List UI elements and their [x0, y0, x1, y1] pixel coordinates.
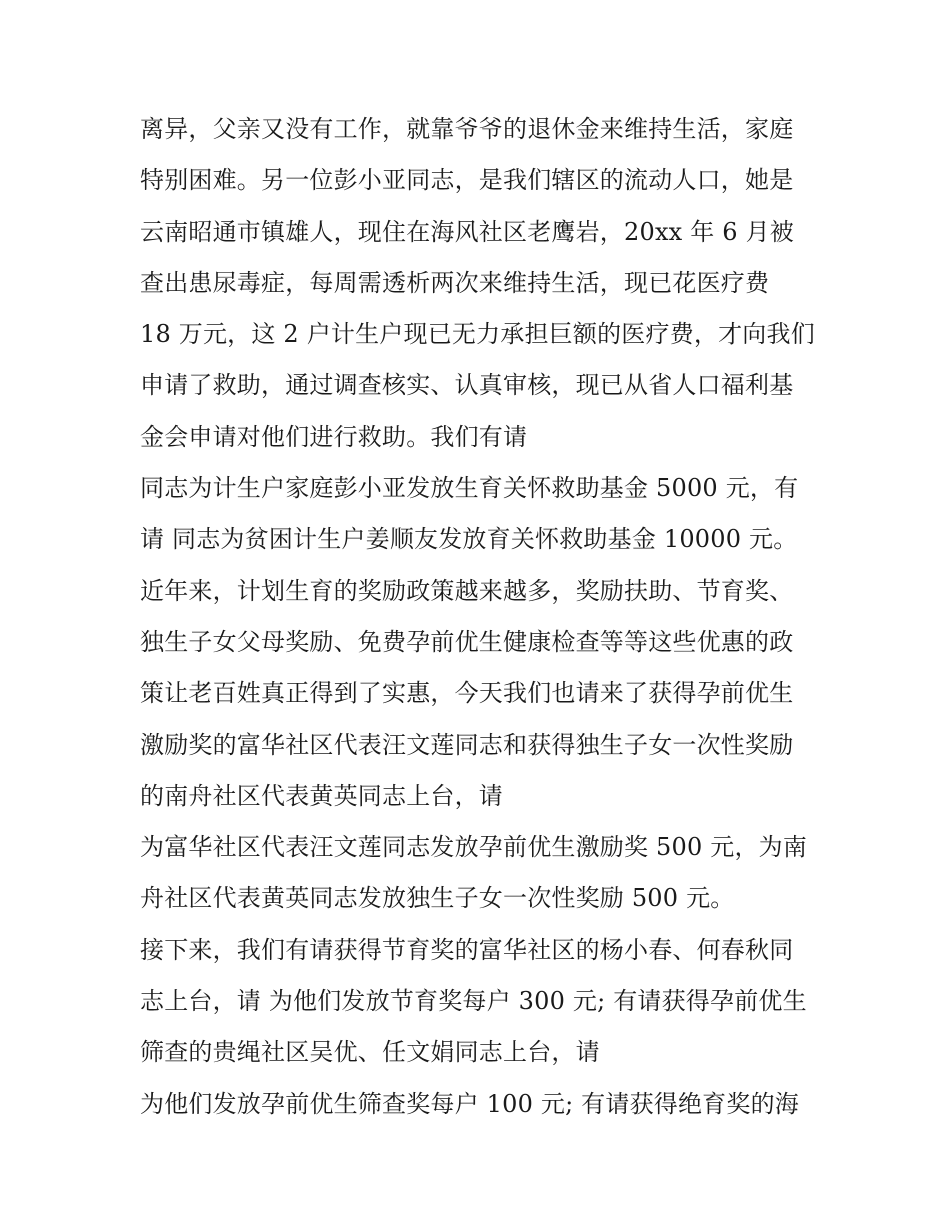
body-text [140, 104, 830, 1130]
text-line: 近年来，计划生育的奖励政策越来越多，奖励扶助、节育奖、 [140, 576, 794, 605]
text-line: 同志为计生户家庭彭小亚发放生育关怀救助基金 5000 元，有 [140, 474, 799, 503]
text-line: 请 同志为贫困计生户姜顺友发放育关怀救助基金 10000 元。 [140, 525, 798, 554]
text-line: 特别困难。另一位彭小亚同志，是我们辖区的流动人口，她是 [140, 166, 794, 195]
text-line: 离异，父亲又没有工作，就靠爷爷的退休金来维持生活，家庭 [140, 115, 794, 143]
text-line: 筛查的贵绳社区吴优、任文娟同志上台，请 [140, 1038, 600, 1067]
text-line: 独生子女父母奖励、免费孕前优生健康检查等等这些优惠的政 [140, 627, 794, 656]
text-line: 查出患尿毒症，每周需透析两次来维持生活，现已花医疗费 [140, 268, 770, 297]
text-line: 18 万元，这 2 户计生户现已无力承担巨额的医疗费，才向我们 [140, 320, 815, 349]
text-line: 的南舟社区代表黄英同志上台，请 [140, 781, 503, 810]
text-line: 为富华社区代表汪文莲同志发放孕前优生激励奖 500 元，为南 [140, 833, 808, 862]
text-line: 激励奖的富华社区代表汪文莲同志和获得独生子女一次性奖励 [140, 730, 794, 759]
text-line: 策让老百姓真正得到了实惠，今天我们也请来了获得孕前优生 [140, 679, 794, 708]
text-line: 舟社区代表黄英同志发放独生子女一次性奖励 500 元。 [140, 884, 735, 913]
text-line: 接下来，我们有请获得节育奖的富华社区的杨小春、何春秋同 [140, 935, 794, 964]
text-line: 为他们发放孕前优生筛查奖每户 100 元; 有请获得绝育奖的海 [140, 1089, 799, 1118]
text-line: 金会申请对他们进行救助。我们有请 [140, 422, 528, 451]
text-line: 志上台，请 为他们发放节育奖每户 300 元; 有请获得孕前优生 [140, 987, 807, 1016]
text-line: 云南昭通市镇雄人，现住在海风社区老鹰岩，20xx 年 6 月被 [140, 217, 794, 246]
text-line: 申请了救助，通过调查核实、认真审核，现已从省人口福利基 [140, 371, 794, 400]
